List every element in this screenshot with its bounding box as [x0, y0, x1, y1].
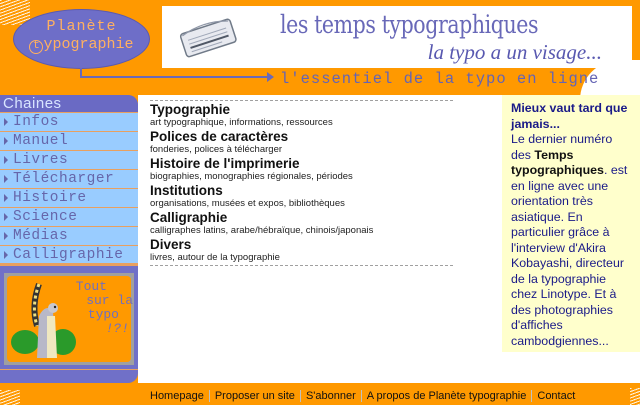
logo-text-line1: Planète — [46, 18, 117, 35]
sidebar-heading: Chaines — [0, 95, 138, 112]
triangle-right-icon — [4, 137, 8, 145]
decorative-stripes — [0, 390, 20, 405]
category-title[interactable]: Polices de caractères — [150, 129, 289, 144]
banner-subtitle: la typo a un visage... — [427, 40, 602, 64]
separator — [300, 390, 301, 402]
footer-link-abonner[interactable]: S'abonner — [305, 390, 356, 402]
news-headline: Mieux vaut tard que jamais... — [511, 101, 628, 131]
footer-link-proposer[interactable]: Proposer un site — [214, 390, 295, 402]
category-title[interactable]: Histoire de l'imprimerie — [150, 156, 300, 171]
separator — [209, 390, 210, 402]
sidebar-nav — [0, 112, 138, 266]
category-title[interactable]: Calligraphie — [150, 210, 228, 225]
banner[interactable] — [162, 6, 632, 68]
site-logo[interactable] — [13, 9, 150, 69]
divider — [150, 100, 453, 101]
sidebar-item-science[interactable]: Science — [0, 207, 138, 226]
separator — [531, 390, 532, 402]
sidebar-item-infos[interactable]: Infos — [0, 112, 138, 131]
triangle-right-icon — [4, 251, 8, 259]
promo-text: Tout sur la typo !?! — [75, 279, 133, 336]
sidebar-item-manuel[interactable]: Manuel — [0, 131, 138, 150]
category-title[interactable]: Divers — [150, 237, 192, 252]
news-text: Mieux vaut tard que jamais... Le dernier numéro des Temps typographiques. est en ligne avec une orientation très asiatique. En particulier grâce à l'interview d'Akira Kobayashi, directeur de la typographie chez Linotype. Et à des photographies d'affiches cambodgiennes... — [511, 101, 628, 348]
newspaper-icon — [174, 14, 242, 60]
category-histoire[interactable] — [150, 156, 453, 183]
category-desc: livres, autour de la typographie — [150, 252, 280, 263]
triangle-right-icon — [4, 232, 8, 240]
category-list — [150, 100, 453, 266]
category-desc: organisations, musées et expos, bibliothèques — [150, 198, 345, 209]
arrow-right-icon — [80, 76, 268, 78]
triangle-right-icon — [4, 175, 8, 183]
category-typographie[interactable] — [150, 102, 453, 129]
sidebar-item-calligraphie[interactable]: Calligraphie — [0, 245, 138, 264]
logo-circled-t-icon: t — [29, 40, 43, 54]
banner-title: les temps typographiques — [280, 10, 539, 39]
sidebar — [0, 95, 138, 383]
category-calligraphie[interactable] — [150, 210, 453, 237]
triangle-right-icon — [4, 156, 8, 164]
sidebar-item-medias[interactable]: Médias — [0, 226, 138, 245]
promo-image — [7, 276, 131, 362]
category-title[interactable]: Typographie — [150, 102, 231, 117]
news-panel — [502, 95, 640, 352]
sidebar-item-histoire[interactable]: Histoire — [0, 188, 138, 207]
divider — [150, 265, 453, 266]
triangle-right-icon — [4, 213, 8, 221]
footer-nav — [150, 388, 575, 404]
logo-text-line2: t ypographie — [14, 36, 149, 54]
publication-title[interactable]: Temps typographiques — [511, 147, 604, 177]
category-polices[interactable] — [150, 129, 453, 156]
triangle-right-icon — [4, 194, 8, 202]
tagline: l'essentiel de la typo en ligne — [280, 70, 600, 88]
category-desc: art typographique, informations, ressources — [150, 117, 333, 128]
footer-link-contact[interactable]: Contact — [537, 390, 576, 402]
category-desc: calligraphes latins, arabe/hébraïque, chinois/japonais — [150, 225, 374, 236]
separator — [361, 390, 362, 402]
category-institutions[interactable] — [150, 183, 453, 210]
category-desc: fonderies, polices à télécharger — [150, 144, 283, 155]
triangle-right-icon — [4, 118, 8, 126]
category-title[interactable]: Institutions — [150, 183, 223, 198]
sidebar-item-livres[interactable]: Livres — [0, 150, 138, 169]
category-divers[interactable] — [150, 237, 453, 264]
footer-link-apropos[interactable]: A propos de Planète typographie — [366, 390, 527, 402]
footer-link-homepage[interactable]: Homepage — [150, 390, 204, 402]
sidebar-item-telecharger[interactable]: Télécharger — [0, 169, 138, 188]
category-desc: biographies, monographies régionales, périodes — [150, 171, 353, 182]
promo-banner[interactable] — [4, 273, 134, 365]
decorative-stripes — [630, 388, 640, 405]
divider — [0, 369, 138, 370]
